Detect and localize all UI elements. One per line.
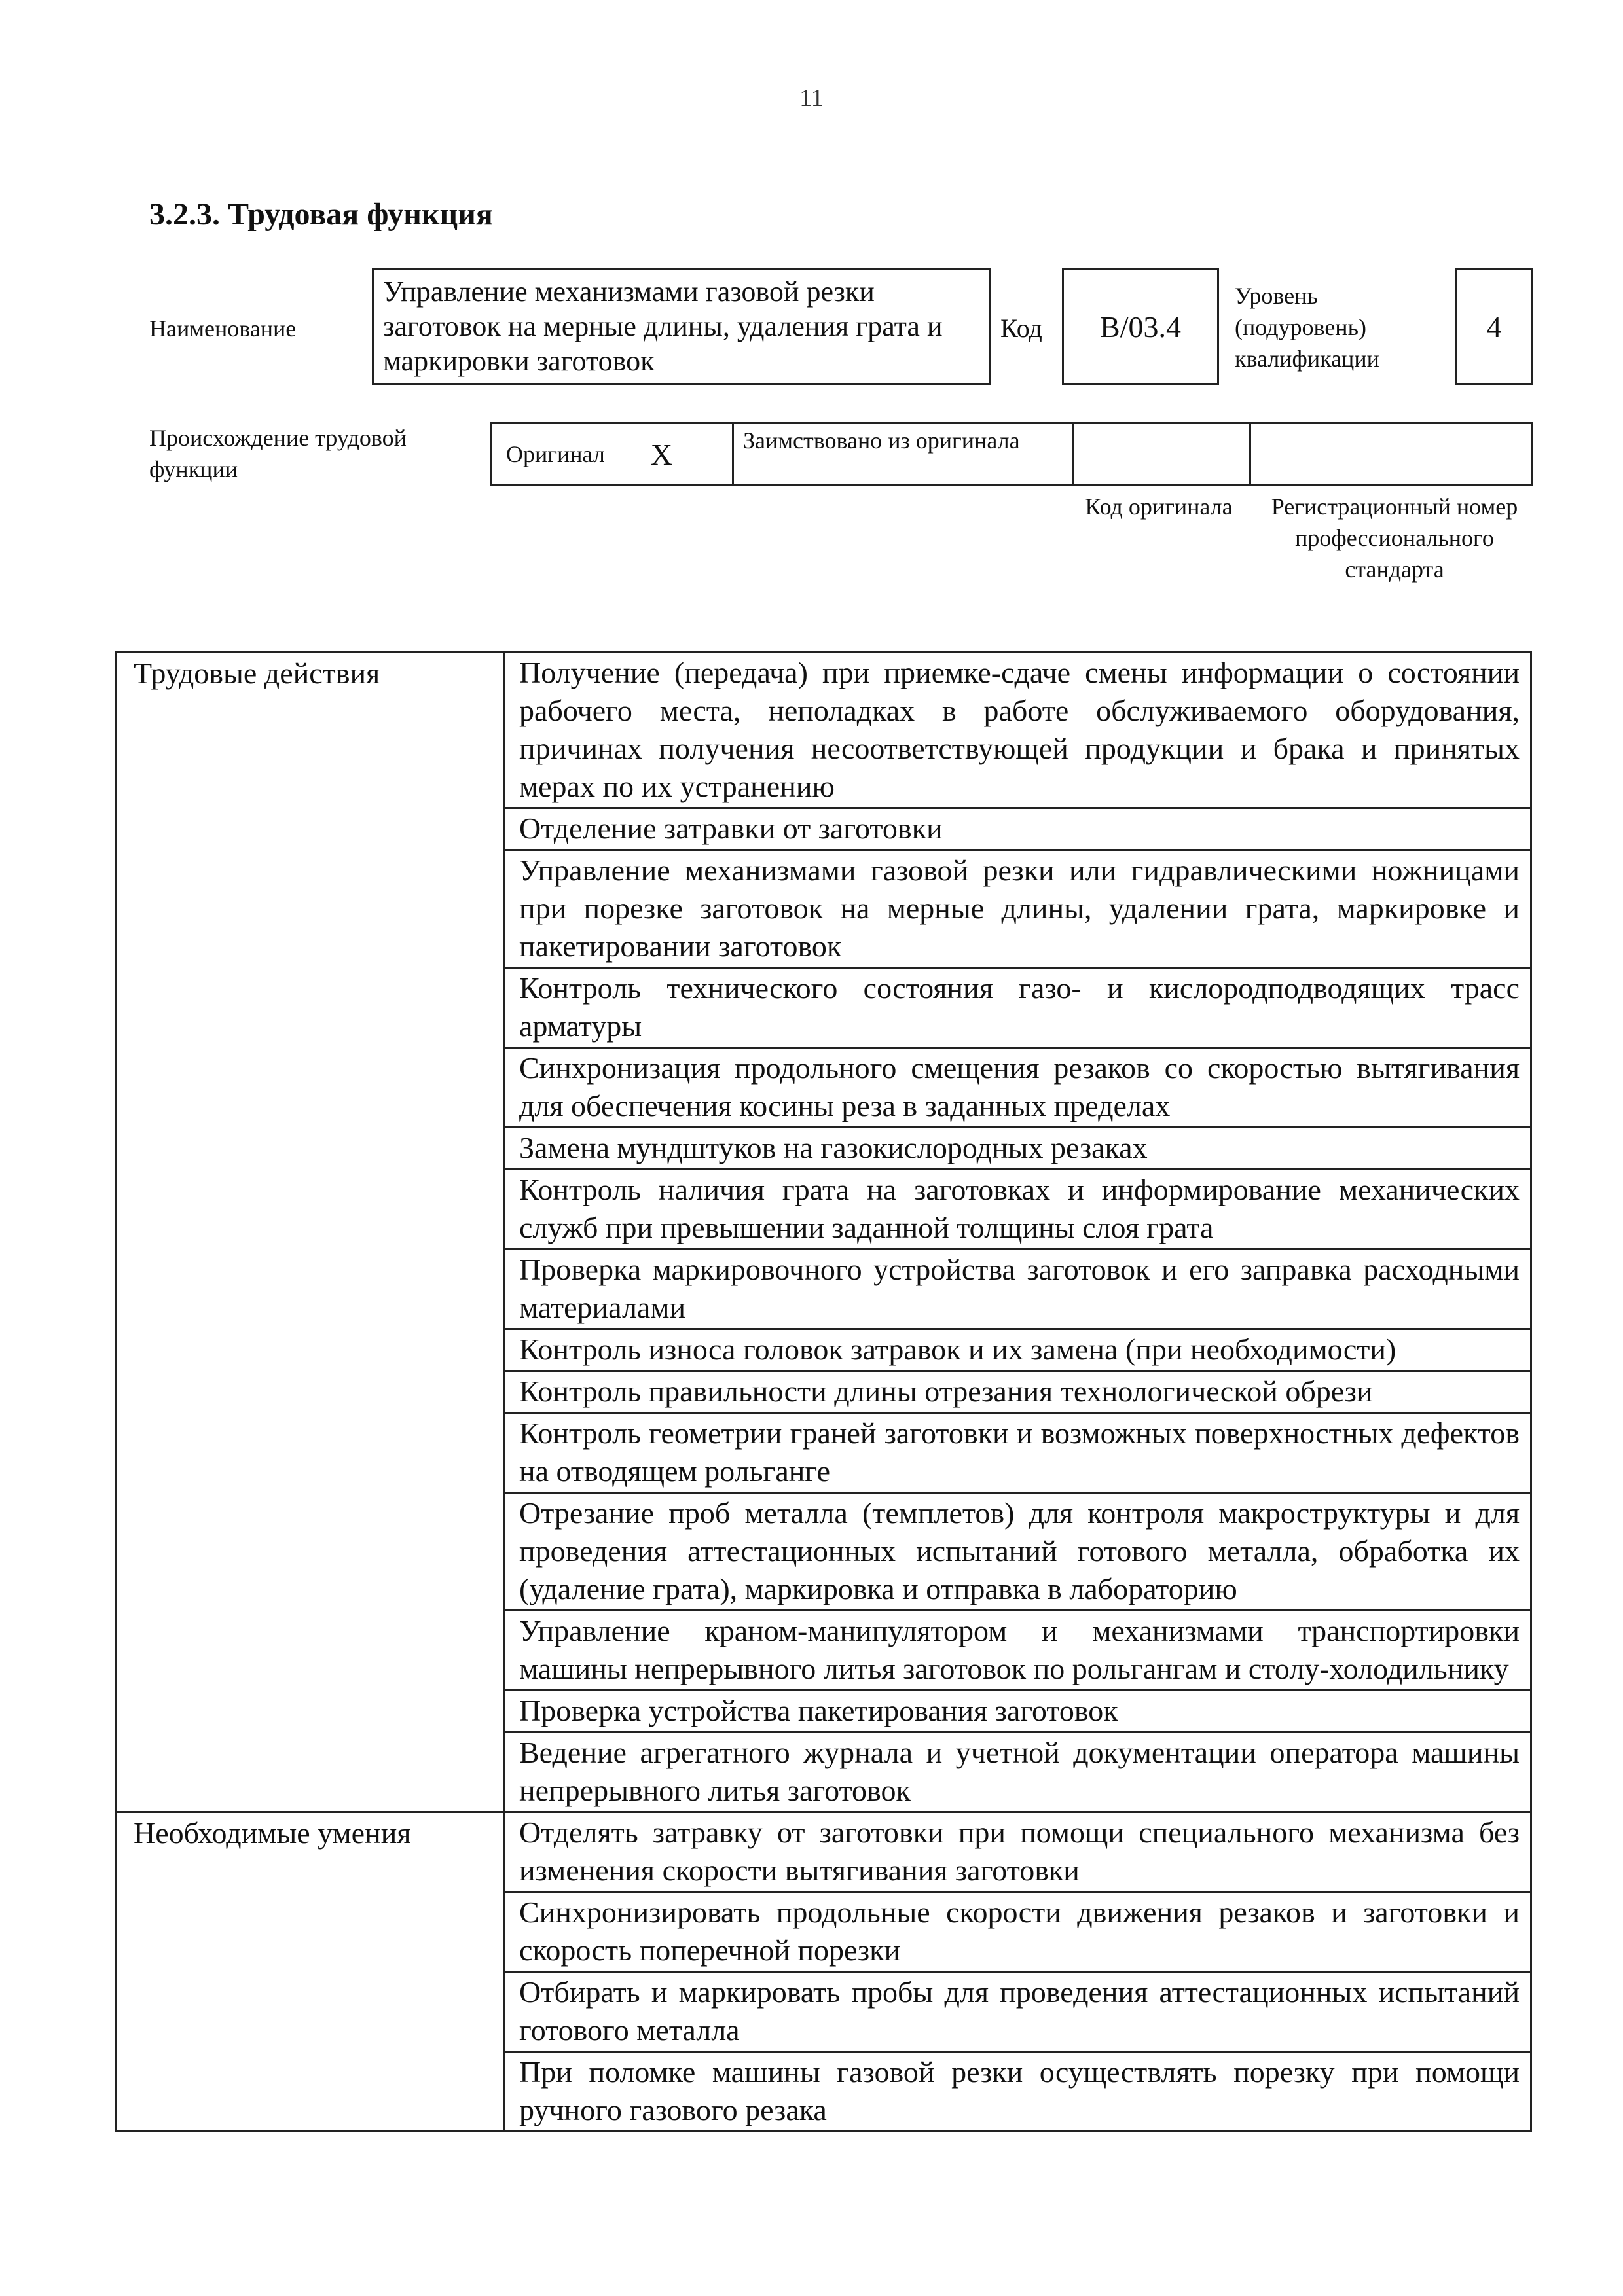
function-details-table [115,651,1532,2132]
skills-label: Необходимые умения [116,1812,504,2132]
reg-caption: Регистрационный номер профессионального стандарта [1271,493,1518,583]
labor-actions-item: Контроль наличия грата на заготовках и информирование механических служб при превышении заданной толщины слоя грата [504,1170,1531,1249]
function-name-text: Управление механизмами газовой резки заготовок на мерные длины, удаления грата и маркировки заготовок [383,276,943,377]
code-box [1062,268,1219,385]
labor-actions-item: Контроль правильности длины отрезания технологической обрези [504,1371,1531,1413]
original-cell [492,424,734,484]
labor-actions-item: Контроль износа головок затравок и их замена (при необходимости) [504,1329,1531,1371]
labor-actions-item: Замена мундштуков на газокислородных резаках [504,1128,1531,1170]
level-value: 4 [1486,310,1502,344]
code-caption: Код оригинала [1085,493,1233,520]
labor-actions-item: Управление механизмами газовой резки или гидравлическими ножницами при порезке заготовок на мерные длины, удалении грата, маркировке и пакетировании заготовок [504,850,1531,968]
labor-actions-item: Управление краном-манипулятором и механизмами транспортировки машины непрерывного литья заготовок по рольгангам и столу-холодильнику [504,1611,1531,1691]
table-row [116,653,1531,808]
labor-actions-item: Синхронизация продольного смещения резаков со скоростью вытягивания для обеспечения косины реза в заданных пределах [504,1048,1531,1128]
origin-box [490,422,1533,486]
level-box [1455,268,1533,385]
borrowed-cell [734,424,1074,484]
skills-item: Синхронизировать продольные скорости движения резаков и заготовки и скорость поперечной порезки [504,1892,1531,1972]
labor-actions-item: Отрезание проб металла (темплетов) для контроля макроструктуры и для проведения аттестационных испытаний готового металла, обработка их (удаление грата), маркировка и отправка в лабораторию [504,1493,1531,1611]
table-row [116,1812,1531,1892]
labor-actions-item: Получение (передача) при приемке-сдаче смены информации о состоянии рабочего места, неполадках в работе обслуживаемого оборудования, причинах получения несоответствующей продукции и брака и принятых мерах по их устранению [504,653,1531,808]
origin-label: Происхождение трудовой функции [149,425,407,482]
skills-item: Отделять затравку от заготовки при помощи специального механизма без изменения скорости вытягивания заготовки [504,1812,1531,1892]
registration-number-cell [1251,424,1531,484]
borrowed-label: Заимствовано из оригинала [743,427,1020,454]
original-label: Оригинал [506,441,605,467]
level-label: Уровень (подуровень) квалификации [1235,283,1379,372]
function-name-box [372,268,991,385]
section-title: 3.2.3. Трудовая функция [149,197,493,232]
labor-actions-item: Контроль геометрии граней заготовки и возможных поверхностных дефектов на отводящем рольганге [504,1413,1531,1493]
labor-actions-item: Отделение затравки от заготовки [504,808,1531,850]
labor-actions-item: Проверка устройства пакетирования заготовок [504,1691,1531,1732]
code-label: Код [1000,314,1042,343]
original-code-cell [1074,424,1251,484]
labor-actions-item: Ведение агрегатного журнала и учетной документации оператора машины непрерывного литья заготовок [504,1732,1531,1812]
code-value: B/03.4 [1100,310,1181,344]
original-mark: X [650,437,673,471]
labor-actions-label: Трудовые действия [116,653,504,1812]
skills-item: Отбирать и маркировать пробы для проведения аттестационных испытаний готового металла [504,1972,1531,2052]
skills-item: При поломке машины газовой резки осуществлять порезку при помощи ручного газового резака [504,2052,1531,2132]
labor-actions-item: Проверка маркировочного устройства заготовок и его заправка расходными материалами [504,1249,1531,1329]
name-label: Наименование [149,315,297,342]
labor-actions-item: Контроль технического состояния газо- и кислородподводящих трасс арматуры [504,968,1531,1048]
page-number: 11 [799,84,824,112]
